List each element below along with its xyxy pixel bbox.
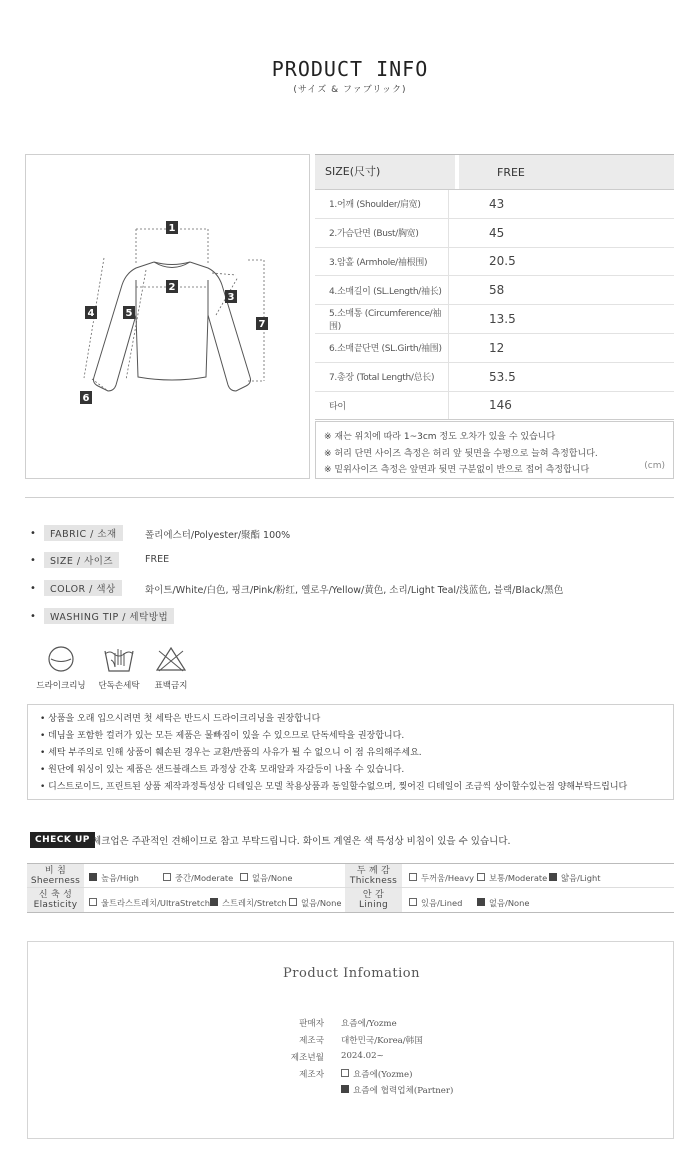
checkbox (409, 898, 417, 906)
lining-label-en: Lining (359, 900, 388, 910)
care-line: • 세탁 부주의로 인해 상품이 훼손된 경우는 교환/반품의 사유가 될 수 없으니 이 점 유의해주세요. (40, 748, 422, 758)
bullet: • (30, 527, 36, 539)
checkbox-checked (549, 873, 557, 881)
thickness-option (549, 872, 601, 884)
option-label: 없음/None (489, 898, 530, 908)
sweater-outline (26, 155, 311, 480)
washing-label: WASHING TIP / 세탁방법 (44, 608, 174, 624)
marker-3: 3 (227, 292, 235, 303)
size-row-label: 3.암홀 (Armhole/袖根围) (315, 248, 449, 276)
option-label: 중간/Moderate (175, 873, 234, 883)
thickness-option (477, 872, 547, 884)
size-value: FREE (145, 554, 170, 565)
fabric-label: FABRIC / 소재 (44, 525, 123, 541)
checkbox-checked (341, 1085, 349, 1093)
unit-label: (cm) (644, 460, 665, 471)
manufacture-date-value: 2024.02~ (341, 1051, 384, 1061)
bullet: • (30, 610, 36, 622)
size-row-value: 45 (489, 225, 505, 240)
table-row (315, 219, 674, 248)
marker-6: 6 (82, 393, 90, 404)
sheerness-label-en: Sheerness (30, 876, 81, 886)
no-bleach-icon (155, 645, 187, 673)
care-instructions (27, 704, 674, 800)
size-label: SIZE / 사이즈 (44, 552, 119, 568)
size-row-value: 53.5 (489, 369, 516, 384)
size-row-value: 58 (489, 283, 505, 298)
no-bleach-label: 표백금지 (154, 681, 188, 691)
table-row (315, 248, 674, 277)
thickness-label-ko: 두 께 감 (356, 866, 391, 876)
bullet: • (30, 554, 36, 566)
checkbox (341, 1069, 349, 1077)
measurement-notes (315, 421, 674, 479)
seller-label: 판매자 (299, 1019, 324, 1029)
size-row-label: 1.어깨 (Shoulder/肩宽) (315, 190, 449, 218)
country-label: 제조국 (299, 1036, 324, 1046)
thickness-label (345, 864, 402, 887)
checkbox (163, 873, 171, 881)
color-label: COLOR / 색상 (44, 580, 122, 596)
size-header-label: SIZE(尺寸) (315, 155, 459, 189)
lining-label (345, 888, 402, 912)
checkup-text: 체크업은 주관적인 견해이므로 참고 부탁드립니다. 화이트 계열은 색 특성상 비침이 있을 수 있습니다. (92, 836, 511, 847)
fabric-properties-table (27, 863, 674, 913)
size-row-value: 12 (489, 340, 505, 355)
seller-value: 요즘에/Yozme (341, 1019, 397, 1029)
divider (25, 497, 674, 498)
lining-option (409, 897, 462, 909)
table-row (315, 305, 674, 334)
elasticity-option (289, 897, 341, 909)
size-row-label: 4.소매길이 (SL.Length/袖长) (315, 276, 449, 304)
fabric-row (30, 525, 123, 541)
size-row-label: 5.소매통 (Circumference/袖围) (315, 305, 449, 333)
size-row-label: 7.총장 (Total Length/总长) (315, 363, 449, 391)
sheerness-label-ko: 비 침 (44, 866, 67, 876)
hand-wash-label: 단독손세탁 (98, 681, 140, 691)
option-label: 높음/High (101, 873, 139, 883)
size-row-label: 2.가슴단면 (Bust/胸宽) (315, 219, 449, 247)
option-label: 얇음/Light (561, 873, 601, 883)
size-header-value: FREE (497, 165, 525, 179)
partner-value: 요즘에 협력업체(Partner) (353, 1086, 454, 1096)
measurement-diagram (25, 154, 310, 479)
care-line: • 디스트로이드, 프린트된 상품 제작과정특성상 디테일은 모델 착용상품과 동일할수없으며, 찢어진 디테일이 조금씩 상이할수있는점 양해부탁드립니다 (40, 782, 628, 792)
elasticity-label (27, 888, 84, 912)
care-line: • 상품을 오래 입으시려면 첫 세탁은 반드시 드라이크리닝을 권장합니다 (40, 714, 321, 724)
bullet: • (30, 582, 36, 594)
checkbox (409, 873, 417, 881)
checkbox (289, 898, 297, 906)
page-subtitle: (サイズ & ファブリック) (293, 85, 407, 95)
manufacturer-option (341, 1068, 412, 1080)
sheerness-option (89, 872, 139, 884)
marker-7: 7 (258, 319, 266, 330)
lining-option (477, 897, 529, 909)
care-line: • 데님을 포함한 컬러가 있는 모든 제품은 물빠짐이 있을 수 있으므로 단독세탁을 권장합니다. (40, 731, 405, 741)
size-row-value: 20.5 (489, 254, 516, 269)
dry-clean-label: 드라이크리닝 (36, 681, 86, 691)
size-row (30, 552, 119, 568)
sheerness-option (163, 872, 233, 884)
size-row-label: 타이 (315, 392, 449, 420)
option-label: 없음/None (301, 898, 342, 908)
option-label: 있음/Lined (421, 898, 463, 908)
checkbox-checked (210, 898, 218, 906)
table-row (315, 276, 674, 305)
option-label: 울트라스트레치/UltraStretch (101, 898, 210, 908)
elasticity-option (210, 897, 287, 909)
checkbox (89, 898, 97, 906)
table-row (315, 392, 674, 420)
marker-5: 5 (125, 308, 133, 319)
manufacturer-option (341, 1084, 453, 1096)
page-title: PRODUCT INFO (271, 57, 429, 81)
care-line: • 원단에 워싱이 있는 제품은 샌드블래스트 과정상 간혹 모래알과 자갈등이 나올 수 있습니다. (40, 765, 405, 775)
elasticity-label-en: Elasticity (33, 900, 78, 910)
manufacture-date-label: 제조년월 (290, 1053, 324, 1063)
note-line: ※ 밑위사이즈 측정은 앞면과 뒷면 구분없이 반으로 접어 측정합니다 (324, 465, 590, 475)
thickness-option (409, 872, 474, 884)
manufacturer-value: 요즘에(Yozme) (353, 1070, 413, 1080)
option-label: 보통/Moderate (489, 873, 548, 883)
color-row (30, 580, 122, 596)
sheerness-label (27, 864, 84, 887)
table-row (315, 190, 674, 219)
option-label: 스트레치/Stretch (222, 898, 287, 908)
size-table-header (315, 155, 674, 190)
fabric-value: 폴리에스터/Polyester/聚酯 100% (145, 530, 291, 541)
checkbox (240, 873, 248, 881)
note-line: ※ 재는 위치에 따라 1~3cm 정도 오차가 있을 수 있습니다 (324, 432, 556, 442)
marker-2: 2 (168, 282, 176, 293)
option-label: 두꺼움/Heavy (421, 873, 475, 883)
note-line: ※ 허리 단면 사이즈 측정은 허리 앞 뒷면을 수평으로 늘혀 측정합니다. (324, 448, 598, 459)
marker-1: 1 (168, 223, 176, 234)
manufacturer-label: 제조자 (299, 1070, 324, 1080)
elasticity-label-ko: 신 축 성 (38, 890, 73, 900)
checkbox-checked (477, 898, 485, 906)
lining-label-ko: 안 감 (362, 890, 385, 900)
table-row (315, 363, 674, 392)
size-table (315, 154, 674, 420)
checkup-badge: CHECK UP (30, 832, 95, 848)
size-row-label: 6.소매끝단면 (SL.Girth/袖围) (315, 334, 449, 362)
option-label: 없음/None (252, 873, 293, 883)
size-row-value: 13.5 (489, 312, 516, 327)
hand-wash-icon (102, 643, 136, 675)
product-information-box (27, 941, 674, 1139)
country-value: 대한민국/Korea/韩国 (341, 1036, 423, 1046)
size-row-value: 43 (489, 196, 505, 211)
product-information-title: Product Infomation (283, 966, 420, 981)
dry-clean-icon (44, 644, 78, 674)
checkbox (477, 873, 485, 881)
washing-row (30, 608, 174, 624)
elasticity-option (89, 897, 210, 909)
thickness-label-en: Thickness (349, 876, 398, 886)
size-row-value: 146 (489, 398, 512, 413)
marker-4: 4 (87, 308, 95, 319)
color-value: 화이트/White/白色, 핑크/Pink/粉红, 옐로우/Yellow/黄色, 소리/Light Teal/浅蓝色, 블랙/Black/黑色 (145, 585, 564, 596)
sheerness-option (240, 872, 292, 884)
checkbox-checked (89, 873, 97, 881)
table-row (315, 334, 674, 363)
